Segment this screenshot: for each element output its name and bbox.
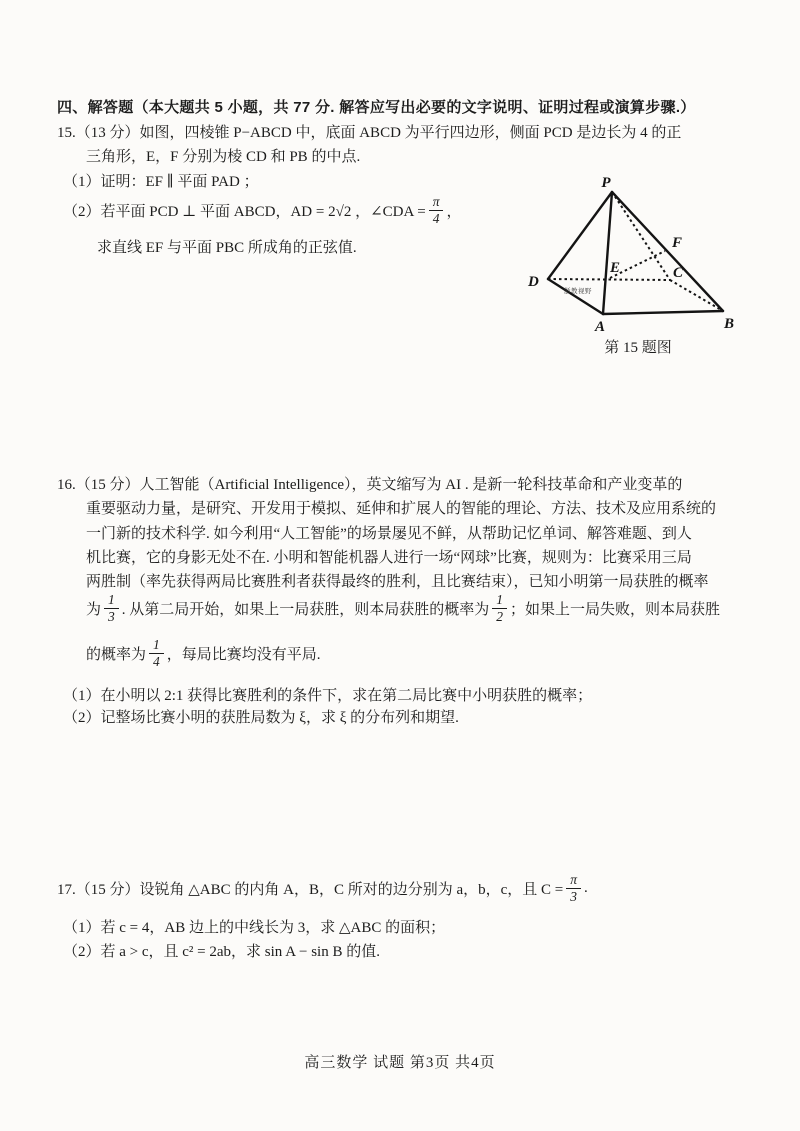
fraction-1-4 (149, 637, 164, 669)
vertex-label-d: D (528, 274, 539, 290)
question-15-part-1: （1）证明：EF ∥ 平面 PAD ； (63, 174, 259, 190)
vertex-label-e: E (609, 260, 621, 276)
fraction-denominator: 3 (570, 888, 578, 904)
question-16-line-3: 一门新的技术科学. 如今利用“人工智能”的场景屡见不鲜，从帮助记忆单词、解答难题、到人 (86, 526, 692, 542)
fraction-numerator: π (566, 872, 581, 889)
question-15-line-2: 三角形，E，F 分别为棱 CD 和 PB 的中点. (86, 149, 361, 165)
figure-caption: 第 15 题图 (604, 340, 672, 356)
text-segment: ，每局比赛均没有平局. (166, 646, 321, 663)
question-15-line-1: 15.（13 分）如图，四棱锥 P−ABCD 中，底面 ABCD 为平行四边形，侧面 PCD 是边长为 4 的正 (57, 125, 682, 141)
question-16-line-7 (86, 634, 321, 672)
vertex-label-a: A (594, 319, 606, 335)
fraction-numerator: π (429, 194, 444, 211)
fraction-1-3 (104, 592, 119, 624)
question-15-line-3: 求直线 EF 与平面 PBC 所成角的正弦值. (97, 240, 357, 256)
question-16-part-1: （1）在小明以 2:1 获得比赛胜利的条件下，求在第二局比赛中小明获胜的概率； (63, 688, 593, 704)
vertex-label-b: B (724, 316, 735, 332)
fraction-numerator: 1 (492, 592, 507, 609)
fraction-denominator: 2 (496, 608, 504, 624)
watermark-text: 浙教视野 (564, 288, 592, 295)
fraction-numerator: 1 (104, 592, 119, 609)
question-16-line-6 (86, 589, 720, 627)
fraction-1-2 (492, 592, 507, 624)
fraction-pi-3 (566, 872, 581, 904)
fraction-denominator: 4 (432, 210, 440, 226)
text-segment: ， (446, 203, 462, 220)
fraction-denominator: 4 (153, 653, 160, 669)
question-16-part-2: （2）记整场比赛小明的获胜局数为 ξ，求 ξ 的分布列和期望. (63, 710, 459, 726)
question-16-line-5: 两胜制（率先获得两局比赛胜利者获得最终的胜利，且比赛结束），已知小明第一局获胜的概率 (86, 574, 709, 590)
text-segment: ；如果上一局失败，则本局获胜 (510, 601, 721, 618)
visible-edges (548, 192, 723, 314)
text-segment: 17.（15 分）设锐角 △ABC 的内角 A，B，C 所对的边分别为 a，b，c，且 C = (57, 881, 564, 898)
question-16-line-1: 16.（15 分）人工智能（Artificial Intelligence），英文缩写为 AI . 是新一轮科技革命和产业变革的 (57, 477, 683, 493)
page-footer: 高三数学 试题 第3页 共4页 (304, 1055, 496, 1071)
question-17-part-1: （1）若 c = 4，AB 边上的中线长为 3，求 △ABC 的面积； (63, 920, 446, 936)
question-17-part-2: （2）若 a > c，且 c² = 2ab，求 sin A − sin B 的值. (63, 944, 380, 960)
fraction-numerator: 1 (149, 637, 164, 654)
text-segment: . 从第二局开始，如果上一局获胜，则本局获胜的概率为 (121, 601, 490, 618)
question-16-line-2: 重要驱动力量，是研究、开发用于模拟、延伸和扩展人的智能的理论、方法、技术及应用系统的 (86, 501, 717, 517)
question-17-line-1 (57, 869, 588, 907)
question-16-line-4: 机比赛，它的身影无处不在. 小明和智能机器人进行一场“网球”比赛，规则为：比赛采用三局 (86, 550, 692, 566)
fraction-pi-4 (429, 194, 444, 226)
text-segment: 的概率为 (86, 646, 147, 663)
vertex-label-c: C (673, 265, 684, 281)
question-15-part-2 (63, 191, 461, 229)
section-heading: 四、解答题（本大题共 5 小题，共 77 分. 解答应写出必要的文字说明、证明过程或演算步骤.） (57, 99, 696, 116)
text-segment: （2）若平面 PCD ⊥ 平面 ABCD，AD = 2√2 ，∠CDA = (63, 203, 426, 220)
text-segment: 为 (86, 601, 102, 618)
vertex-label-p: P (601, 175, 611, 191)
pyramid-figure (520, 165, 770, 340)
fraction-denominator: 3 (108, 608, 115, 624)
vertex-label-f: F (672, 235, 683, 251)
text-segment: . (584, 879, 588, 896)
